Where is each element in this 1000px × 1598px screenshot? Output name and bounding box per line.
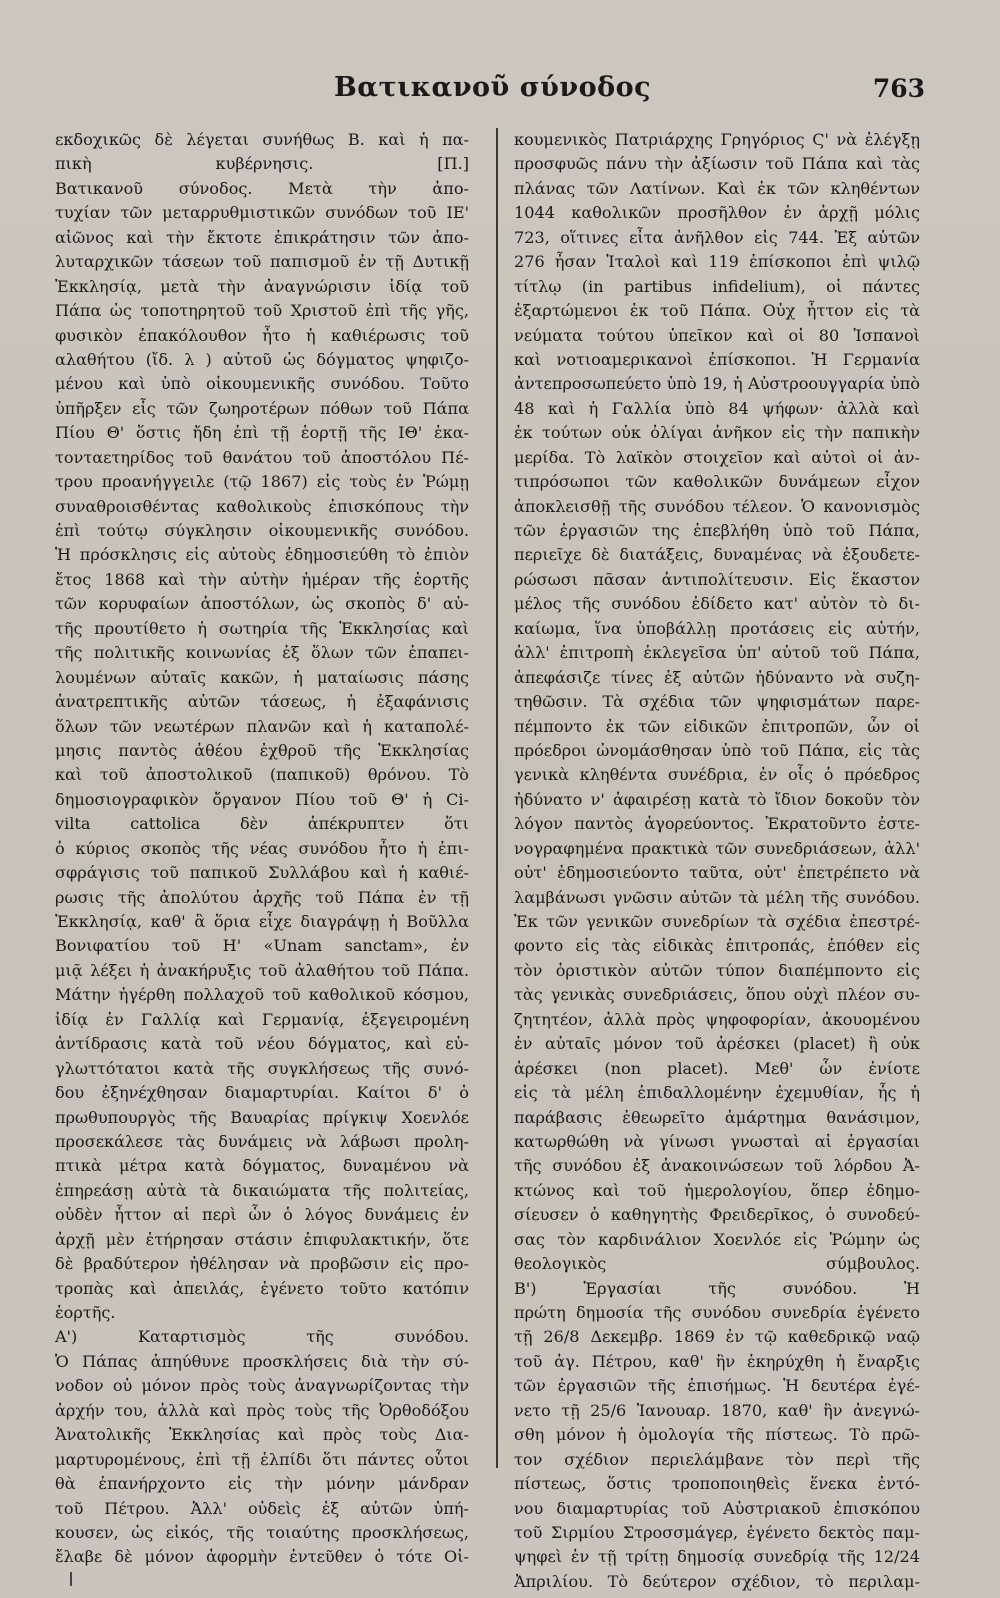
text-line: τὸν ὁριστικὸν αὐτῶν τύπον διαπέμποντο εἰς [514,960,920,980]
text-line: καὶ τοῦ ἀποστολικοῦ (παπικοῦ) θρόνου. Τὸ [55,765,469,785]
text-line: τῶν ἐργασιῶν της ἐπεβλήθη ὑπὸ τοῦ Πάπα, [514,521,920,540]
text-line: ἀρχῇ μὲν ἐτήρησαν στάσιν ἐπιφυλακτικήν, ὅτε [55,1229,469,1249]
text-line: ἀνατρεπτικῆς αὐτῶν τάσεως, ἡ ἐξαφάνισις [55,692,469,712]
text-line: λαμβάνωσι γνῶσιν αὐτῶν τὰ μέλη τῆς συνόδου. [514,887,920,907]
text-line: τυχίαν τῶν μεταρρυθμιστικῶν συνόδων τοῦ ΙΕ' [55,203,469,223]
text-line: ἀρέσκει (non placet). Μεθ' ὧν ἐνίοτε [514,1058,920,1078]
text-line: Ἐκκλησίᾳ, καθ' ἃ ὅρια εἶχε διαγράψῃ ἡ Βοῦλλα [55,912,469,931]
text-line: κουμενικὸς Πατριάρχης Γρηγόριος Ϛ' νὰ ἐλέγξῃ [514,130,920,149]
text-line: 48 καὶ ἡ Γαλλία ὑπὸ 84 ψήφων· ἀλλὰ καὶ [514,398,920,418]
text-line: τονταετηρίδος τοῦ θανάτου τοῦ ἀποστόλου Πέ- [55,447,469,467]
text-line: ἀρχήν του, ἀλλὰ καὶ πρὸς τοὺς τῆς Ὀρθοδόξου [55,1400,469,1420]
text-line: κουσεν, ὡς εἰκός, τῆς τοιαύτης προσκλήσεως, [55,1522,469,1542]
text-line: τροπὰς καὶ ἀπειλάς, ἐγένετο τοῦτο κατόπιν [55,1278,469,1298]
text-line: Ἡ πρόσκλησις εἰς αὐτοὺς ἐδημοσιεύθη τὸ ἐπιὸν [55,545,469,565]
text-line: ὑπῆρξεν εἷς τῶν ζωηροτέρων πόθων τοῦ Πάπα [55,398,469,418]
text-line: καίωμα, ἵνα ὑποβάλλῃ προτάσεις εἰς αὐτήν, [514,618,920,638]
text-line: Μάτην ἠγέρθη πολλαχοῦ τοῦ καθολικοῦ κόσμου, [55,985,469,1005]
text-line: περιεῖχε δὲ διατάξεις, δυναμένας νὰ ἐξουδετε- [514,545,920,565]
text-line: λυταρχικῶν τάσεων τοῦ παπισμοῦ ἐν τῇ Δυτικῇ [55,252,469,272]
column-divider [496,128,498,1468]
text-line: θεολογικὸς σύμβουλος. [514,1254,920,1274]
text-line: πίστεως, ὅστις τροποποιηθεὶς ἕνεκα ἐντό- [514,1474,920,1494]
text-line: Ἐκ τῶν γενικῶν συνεδρίων τὰ σχέδια ἐπεστρέ- [514,912,920,931]
text-line: μένου καὶ ὑπὸ οἰκουμενικῆς συνόδου. Τοῦτο [55,374,469,394]
text-line: συναθροισθέντας καθολικοὺς ἐπισκόπους τὴν [55,496,469,516]
text-line: ἀλλ' ἐπιτροπὴ ἐκλεγεῖσα ὑπ' αὐτοῦ τοῦ Πάπα, [514,643,920,663]
text-line: 1044 καθολικῶν προσῆλθον ἐν ἀρχῇ μόλις [514,203,920,223]
text-line: μησις παντὸς ἀθέου ἐχθροῦ τῆς Ἐκκλησίας [55,740,469,760]
text-line: καὶ νοτιοαμερικανοὶ ἐπίσκοποι. Ἡ Γερμανία [514,349,920,369]
text-line: τοῦ ἁγ. Πέτρου, καθ' ἣν ἐκηρύχθη ἡ ἔναρξις [514,1351,920,1371]
text-line: κατωρθώθη νὰ γίνωσι γνωσταὶ αἱ ἐργασίαι [514,1131,920,1151]
text-line: εκδοχικῶς δὲ λέγεται συνήθως Β. καὶ ἡ πα- [55,130,469,149]
text-line: νετο τῇ 25/6 Ἰανουαρ. 1870, καθ' ἣν ἀνεγνώ- [514,1400,920,1420]
text-line: ὁ κύριος σκοπὸς τῆς νέας συνόδου ἦτο ἡ ἐπι- [55,838,469,858]
text-line: πέμποντο ἐκ τῶν εἰδικῶν ἐπιτροπῶν, ὧν οἱ [514,716,920,736]
text-line: νογραφημένα πρακτικὰ τῶν συνεδριάσεων, ἀλλ' [514,838,920,858]
text-line: ἐν αὐταῖς μόνον τοῦ ἀρέσκει (placet) ἢ οὐκ [514,1034,920,1054]
text-line: Β') Ἐργασίαι τῆς συνόδου. Ἡ [514,1278,920,1298]
text-line: γλωττότατοι κατὰ τῆς συγκλήσεως τῆς συνό- [55,1058,469,1078]
text-line: τρου προανήγγειλε (τῷ 1867) εἰς τοὺς ἐν Ῥώμῃ [55,472,469,492]
text-line: νεύματα τούτου ὑπεῖκον καὶ οἱ 80 Ἱσπανοὶ [514,325,920,345]
text-line: τοῦ Πέτρου. Ἀλλ' οὐδεὶς ἐξ αὐτῶν ὑπή- [55,1498,469,1518]
text-line: ζητητέον, ἀλλὰ πρὸς ψηφοφορίαν, ἀκουομένου [514,1009,920,1029]
text-line: τῆς προυτίθετο ἡ σωτηρία τῆς Ἐκκλησίας καὶ [55,618,469,638]
text-line: αλαθήτου (ἴδ. λ ) αὐτοῦ ὡς δόγματος ψηφιζο- [55,349,469,369]
text-line: τηθῶσιν. Τὰ σχέδια τῶν ψηφισμάτων παρε- [514,692,920,712]
text-line: τῶν κορυφαίων ἀποστόλων, ὡς σκοπὸς δ' αὐ- [55,594,469,614]
text-line: γενικὰ κληθέντα συνέδρια, ἐν οἷς ὁ πρόεδρος [514,765,920,785]
page-title: Βατικανοῦ σύνοδος [333,72,652,103]
text-line: προσφυῶς πάνυ τὴν ἀξίωσιν τοῦ Πάπα καὶ τὰς [514,154,920,174]
text-line: σθη μόνον ἡ ὁμολογία τῆς πίστεως. Τὸ πρῶ- [514,1425,920,1445]
text-line: σφράγισις τοῦ παπικοῦ Συλλάβου καὶ ἡ καθιέ- [55,863,469,883]
text-line: τοῦ Σιρμίου Στροσσμάγερ, ἐγένετο δεκτὸς παμ- [514,1522,920,1542]
text-line: τῶν ἐργασιῶν τῆς ἐπισήμως. Ἡ δευτέρα ἐγέ- [514,1376,920,1396]
text-line: ὅλων τῶν νεωτέρων πλανῶν καὶ ἡ καταπολέ- [55,716,469,736]
text-line: τὰς γενικὰς συνεδριάσεις, ὅπου οὐχὶ πλέον συ- [514,985,920,1005]
text-line: ρώσωσι πᾶσαν ἀντιπολίτευσιν. Εἰς ἕκαστον [514,569,920,589]
text-line: ἀντίδρασις κατὰ τοῦ νέου δόγματος, καὶ εὐ- [55,1034,469,1054]
text-line: σας τὸν καρδινάλιον Χοενλόε εἰς Ῥώμην ὡς [514,1229,920,1249]
margin-mark [70,1572,72,1586]
text-line: κτώνος καὶ τοῦ ἡμερολογίου, ὅπερ ἐδημο- [514,1180,920,1200]
text-line: δημοσιογραφικὸν ὄργανον Πίου τοῦ Θ' ἡ Ci- [55,789,469,809]
text-line: 276 ἦσαν Ἰταλοὶ καὶ 119 ἐπίσκοποι ἐπὶ ψιλῷ [514,252,920,272]
running-header [60,70,925,110]
text-line: ἔτος 1868 καὶ τὴν αὐτὴν ἡμέραν τῆς ἑορτῆς [55,569,469,589]
text-line: τον σχέδιον περιελάμβανε τὸν περὶ τῆς [514,1449,920,1469]
text-line: μαρτυρομένους, ἐπὶ τῇ ἐλπίδι ὅτι πάντες οὗτοι [55,1449,469,1469]
text-line: πρώτη δημοσία τῆς συνόδου συνεδρία ἐγένετο [514,1303,920,1322]
text-line: μιᾷ λέξει ἡ ἀνακήρυξις τοῦ ἀλαθήτου τοῦ Πάπα. [55,960,469,980]
text-line: προσεκάλεσε τὰς δυνάμεις νὰ λάβωσι προλη- [55,1131,469,1151]
text-line: Ἀπριλίου. Τὸ δεύτερον σχέδιον, τὸ περιλαμ- [514,1571,920,1591]
text-line: ρωσις τῆς ἀπολύτου ἀρχῆς τοῦ Πάπα ἐν τῇ [55,887,469,907]
text-line: ἑορτῆς. [55,1303,116,1322]
text-line: οὐδὲν ἧττον αἱ περὶ ὧν ὁ λόγος δυνάμεις ἐν [55,1205,469,1225]
text-line: τῇ 26/8 Δεκεμβρ. 1869 ἐν τῷ καθεδρικῷ ναῷ [514,1327,920,1347]
text-line: πτικὰ μέτρα κατὰ δόγματος, δυναμένου νὰ [55,1156,469,1176]
text-line: Ὁ Πάπας ἀπηύθυνε προσκλήσεις διὰ τὴν σύ- [55,1351,469,1371]
text-line: πρόεδροι ὠνομάσθησαν ὑπὸ τοῦ Πάπα, εἰς τὰς [514,740,920,760]
text-line: ἰδίᾳ ἐν Γαλλίᾳ καὶ Γερμανίᾳ, ἐξεγειρομένη [55,1009,469,1029]
text-line: τῆς πολιτικῆς κοινωνίας ἐξ ὅλων τῶν ἐπαπει- [55,643,469,663]
text-line: οὐτ' ἐδημοσιεύοντο ταῦτα, οὐτ' ἐπετρέπετο νὰ [514,863,920,883]
text-line: ψηφεὶ ἐν τῇ τρίτῃ δημοσίᾳ συνεδρίᾳ τῆς 12/24 [514,1547,920,1567]
text-line: Πάπα ὡς τοποτηρητοῦ τοῦ Χριστοῦ ἐπὶ τῆς γῆς, [55,301,469,321]
text-line: ἐξαρτώμενοι ἐκ τοῦ Πάπα. Οὐχ ἧττον εἰς τὰ [514,301,920,321]
text-line: φοντο εἰς τὰς εἰδικὰς ἐπιτροπάς, ἐπόθεν εἰς [514,936,920,956]
text-line: μερίδα. Τὸ λαϊκὸν στοιχεῖον καὶ αὐτοὶ οἱ ἀν- [514,447,920,467]
text-line: αἰῶνος καὶ τὴν ἔκτοτε ἐπικράτησιν τῶν ἀπο- [55,227,469,247]
text-line: 723, οἵτινες εἶτα ἀνῆλθον εἰς 744. Ἐξ αὐτῶν [514,227,920,247]
right-column [514,128,920,1594]
text-line: Βονιφατίου τοῦ Η' «Unam sanctam», ἐν [55,936,469,956]
text-line: σίευσεν ὁ καθηγητὴς Φρειδερῖκος, ὁ συνοδεύ- [514,1205,920,1225]
left-column [55,128,469,1570]
text-line: εἰς τὰ μέλη ἐπιδαλλομένην ἐχεμυθίαν, ἧς ἡ [514,1083,920,1103]
text-line: ἀπεφάσιζε τίνες ἐξ αὐτῶν ἠδύναντο νὰ συζη- [514,667,920,687]
text-line: φυσικὸν ἐπακόλουθον ἦτο ἡ καθιέρωσις τοῦ [55,325,469,345]
text-line: vilta cattolica δὲν ἀπέκρυπτεν ὅτι [55,814,469,834]
text-line: ἐκ τούτων οὐκ ὀλίγαι ἀνῆκον εἰς τὴν παπικὴν [514,423,920,443]
text-line: λόγον παντὸς ἀγορεύοντος. Ἐκρατοῦντο ἐστε- [514,814,920,834]
text-line: δὲ βραδύτερον ἠθέλησαν νὰ προβῶσιν εἰς προ- [55,1254,469,1274]
text-line: παράβασις ἐθεωρεῖτο ἁμάρτημα θανάσιμον, [514,1107,920,1127]
page-number: 763 [872,74,925,103]
text-line: τῆς συνόδου ἐξ ἀνακοινώσεων τοῦ λόρδου Ἀ- [514,1156,920,1176]
text-line: νοδον οὐ μόνον πρὸς τοὺς ἀναγνωρίζοντας τὴν [55,1376,469,1396]
text-line: μέλος τῆς συνόδου ἐδίδετο κατ' αὐτὸν τὸ δι- [514,594,920,614]
text-line: ἀποκλεισθῇ τῆς συνόδου τέλεον. Ὁ κανονισμὸς [514,496,920,516]
text-line: τίτλῳ (in partibus infidelium), οἱ πάντες [514,276,920,296]
text-line: νου διαμαρτυρίας τοῦ Αὐστριακοῦ ἐπισκόπου [514,1498,920,1518]
text-line: δου ἐξηνέχθησαν διαμαρτυρίαι. Καίτοι δ' ὁ [55,1083,469,1103]
text-line: Πίου Θ' ὅστις ἤδη ἐπὶ τῇ ἑορτῇ τῆς ΙΘ' ἑκα- [55,423,469,443]
text-line: λουμένων αὐταῖς κακῶν, ἡ ματαίωσις πάσης [55,667,469,687]
text-line: πλάνας τῶν Λατίνων. Καὶ ἐκ τῶν κληθέντων [514,178,920,198]
text-line: τιπρόσωποι τῶν καθολικῶν δυνάμεων εἶχον [514,472,920,492]
text-line: ἀντεπροσωπεύετο ὑπὸ 19, ἡ Αὐστροουγγαρία ὑπὸ [514,374,920,394]
text-line: πικὴ κυβέρνησις. [Π.] [55,154,469,174]
text-line: ἐπηρεάσῃ αὐτὰ τὰ δικαιώματα τῆς πολιτείας, [55,1180,469,1200]
text-line: Ἐκκλησίᾳ, μετὰ τὴν ἀναγνώρισιν ἰδίᾳ τοῦ [55,276,469,296]
text-line: ἐπὶ τούτῳ σύγκλησιν οἰκουμενικῆς συνόδου. [55,521,469,540]
text-line: Βατικανοῦ σύνοδος. Μετὰ τὴν ἀπο- [55,178,469,198]
text-line: πρωθυπουργὸς τῆς Βαυαρίας πρίγκιψ Χοενλόε [55,1107,469,1127]
text-line: ἔλαβε δὲ μόνον ἀφορμὴν ἐντεῦθεν ὁ τότε Οἰ- [55,1547,469,1567]
text-line: Α') Καταρτισμὸς τῆς συνόδου. [55,1327,469,1347]
text-line: θὰ ἐπανήρχοντο εἰς τὴν μόνην μάνδραν [55,1474,469,1494]
text-line: Ἀνατολικῆς Ἐκκλησίας καὶ πρὸς τοὺς Δια- [55,1425,469,1445]
text-line: ἠδύνατο ν' ἀφαιρέσῃ κατὰ τὸ ἴδιον δοκοῦν τὸν [514,789,920,809]
